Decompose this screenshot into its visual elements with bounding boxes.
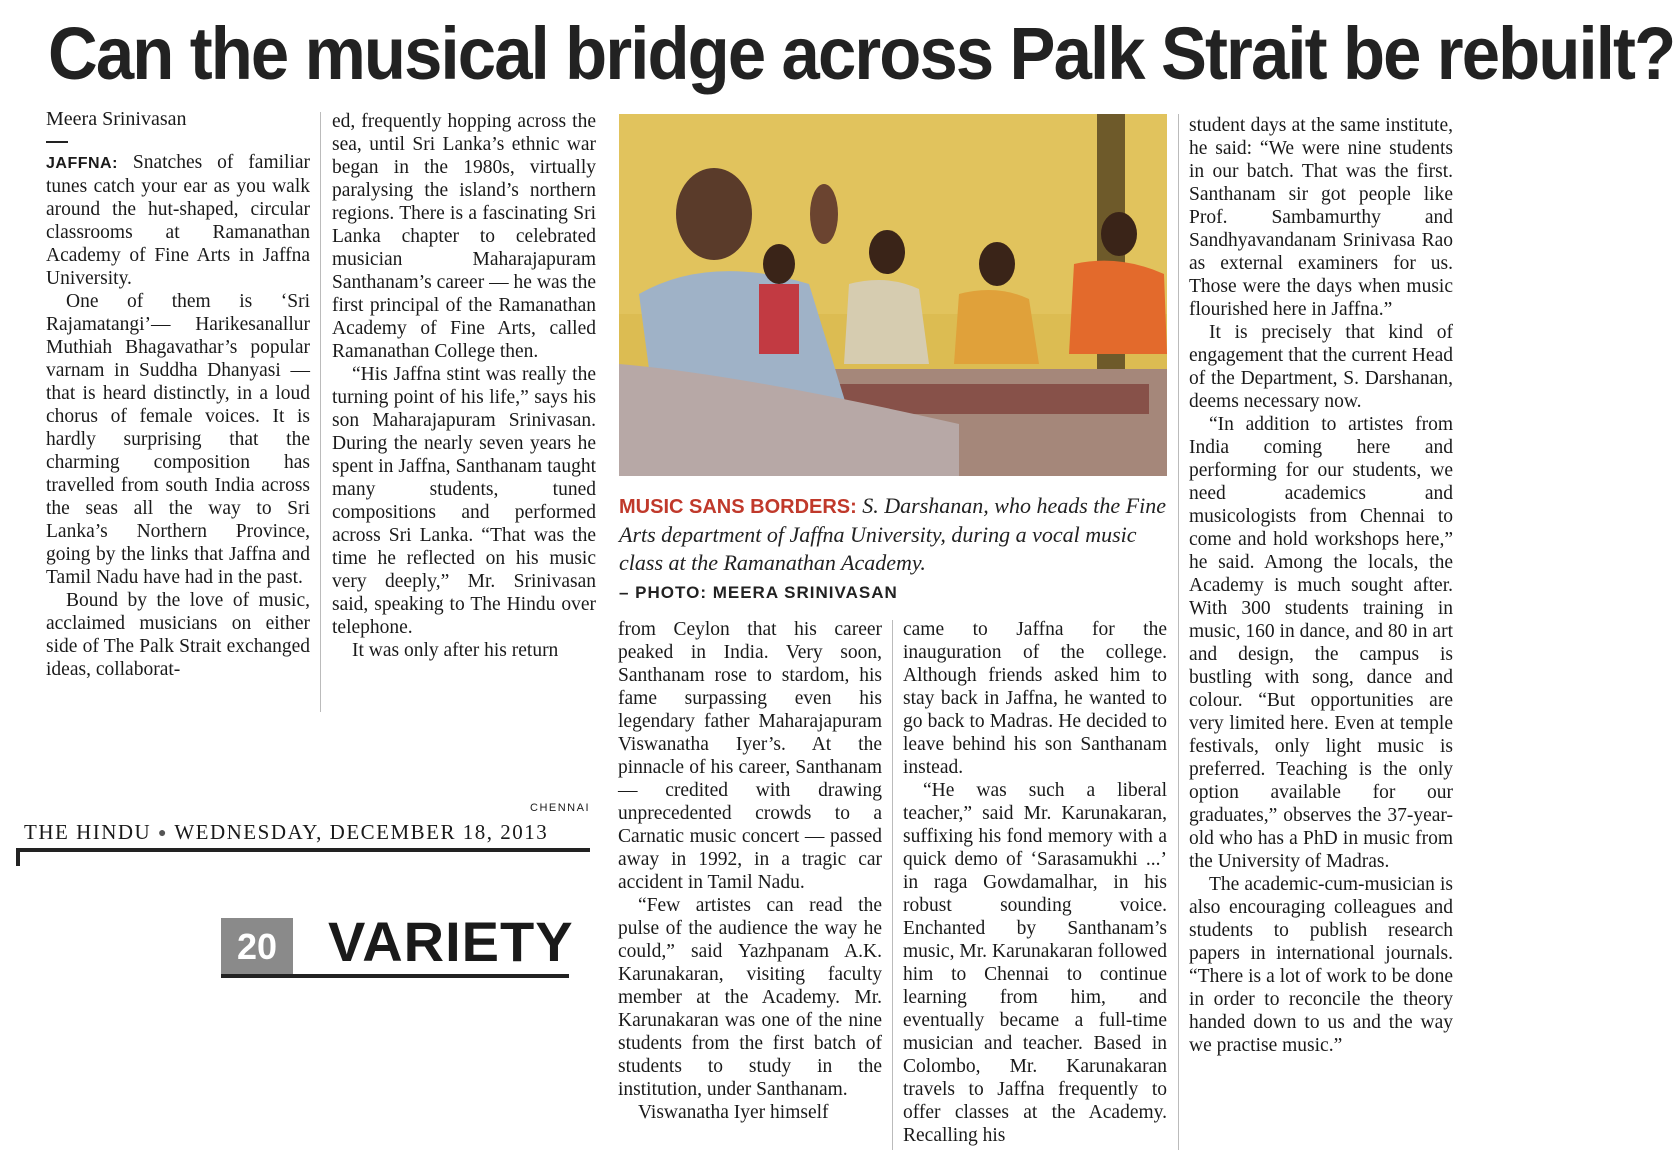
column-rule — [892, 620, 893, 1150]
column-rule — [320, 112, 321, 712]
paragraph: The academic-cum-musician is also encouraging colleagues and students to publish research papers in international journals. “There is a lot of work to be done in order to reconcile the theory handed down to us and the way we practise music.” — [1189, 874, 1453, 1056]
paragraph: “In addition to artistes from India coming here and performing for our students, we need academics and musicologists from Chennai to come and hold workshops here,” he said. Among the locals, the Academy is much sought after. With 300 students training in music, 160 in dance, and 80 in art and design, the campus is bustling with song, dance and colour. “But opportunities are very limited here. Even at temple festivals, only light music is preferred. Teaching is the only option available for our graduates,” observes the 37-year-old who has a PhD in music from the University of Madras. — [1189, 414, 1453, 872]
paragraph: ed, frequently hopping across the sea, until Sri Lanka’s ethnic war began in the 1980s, virtually paralysing the island’s northern regions. There is a fascinating Sri Lanka chapter to celebrated musician Maharajapuram Santhanam’s career — he was the first principal of the Ramanathan Academy of Fine Arts, called Ramanathan College then. — [332, 111, 596, 362]
article-photo — [619, 114, 1167, 476]
caption-text: S. Darshanan, who heads the Fine Arts department of Jaffna University, during a vocal music class at the Ramanathan Academy. — [619, 493, 1166, 575]
headline: Can the musical bridge across Palk Strait be rebuilt? — [48, 12, 1674, 95]
paper-name: THE HINDU — [24, 820, 152, 844]
byline: Meera Srinivasan — [46, 108, 187, 130]
paragraph — [46, 151, 310, 290]
article-column-2 — [332, 110, 596, 662]
dateline: JAFFNA: — [46, 155, 118, 172]
column-rule — [1178, 114, 1179, 1150]
paragraph: It is precisely that kind of engagement that the current Head of the Department, S. Darshanan, deems necessary now. — [1189, 322, 1453, 412]
article-column-4 — [903, 618, 1167, 1147]
paragraph: Bound by the love of music, acclaimed musicians on either side of The Palk Strait exchanged ideas, collaborat- — [46, 590, 310, 680]
photo-caption — [619, 492, 1167, 607]
masthead-rule — [16, 848, 590, 852]
article-column-1 — [46, 108, 310, 681]
section-rule — [221, 974, 569, 978]
paragraph: came to Jaffna for the inauguration of the college. Although friends asked him to stay back in Jaffna, he wanted to go back to Madras. He decided to leave behind his son Santhanam instead. — [903, 619, 1167, 778]
byline-rule — [46, 141, 68, 143]
paragraph: One of them is ‘Sri Rajamatangi’— Harikesanallur Muthiah Bhagavathar’s popular varnam in Suddha Dhanyasi — that is heard distinctly, in a loud chorus of female voices. It is hardly surprising that the charming composition has travelled from south India across the seas all the way to Sri Lanka’s Northern Province, going by the links that Jaffna and Tamil Nadu have had in the past. — [46, 291, 310, 588]
masthead-line — [24, 820, 594, 845]
page-number: 20 — [221, 918, 293, 976]
edition-city: CHENNAI — [530, 802, 591, 814]
issue-date: WEDNESDAY, DECEMBER 18, 2013 — [174, 820, 549, 844]
masthead-rule-tick — [16, 852, 20, 866]
paragraph-text: Snatches of familiar tunes catch your ear as you walk around the hut-shaped, circular classrooms at Ramanathan Academy of Fine Arts in Jaffna University. — [46, 152, 311, 289]
bullet-icon: ● — [157, 826, 168, 841]
paragraph: from Ceylon that his career peaked in India. Very soon, Santhanam rose to stardom, his fame surpassing even his legendary father Maharajapuram Viswanatha Iyer’s. At the pinnacle of his career, Santhanam — credited with drawing unprecedented crowds to a Carnatic music concert — passed away in 1992, in a tragic car accident in Tamil Nadu. — [618, 619, 882, 893]
article-column-3 — [618, 618, 882, 1124]
article-column-5 — [1189, 114, 1453, 1057]
section-name: VARIETY — [328, 910, 574, 973]
photo-illustration — [619, 114, 1167, 476]
caption-head: MUSIC SANS BORDERS: — [619, 496, 857, 518]
paragraph: “Few artistes can read the pulse of the audience the way he could,” said Yazhpanam A.K. Karunakaran, visiting faculty member at the Academy. Mr. Karunakaran was one of the nine students from the first batch of students to study in the institution, under Santhanam. — [618, 895, 882, 1100]
paragraph: Viswanatha Iyer himself — [638, 1102, 829, 1123]
paragraph: student days at the same institute, he said: “We were nine students in our batch. That was the first. Santhanam sir got people like Prof. Sambamurthy and Sandhyavandanam Srinivasa Rao as external examiners for us. Those were the days when music flourished here in Jaffna.” — [1189, 115, 1453, 320]
paragraph: “His Jaffna stint was really the turning point of his life,” says his son Maharajapuram Srinivasan. During the nearly seven years he spent in Jaffna, Santhanam taught many students, tuned compositions and performed across Sri Lanka. “That was the time he reflected on his music very deeply,” Mr. Srinivasan said, speaking to The Hindu over telephone. — [332, 364, 596, 638]
paragraph: “He was such a liberal teacher,” said Mr. Karunakaran, suffixing his fond memory with a quick demo of ‘Sarasamukhi ...’ in raga Gowdamalhar, in his robust sounding voice. Enchanted by Santhanam’s music, Mr. Karunakaran followed him to Chennai to continue learning from him, and eventually became a full-time musician and teacher. Based in Colombo, Mr. Karunakaran travels to Jaffna frequently to offer classes at the Academy. Recalling his — [903, 780, 1167, 1146]
photo-credit: – PHOTO: MEERA SRINIVASAN — [619, 583, 898, 602]
paragraph: It was only after his return — [352, 640, 559, 661]
